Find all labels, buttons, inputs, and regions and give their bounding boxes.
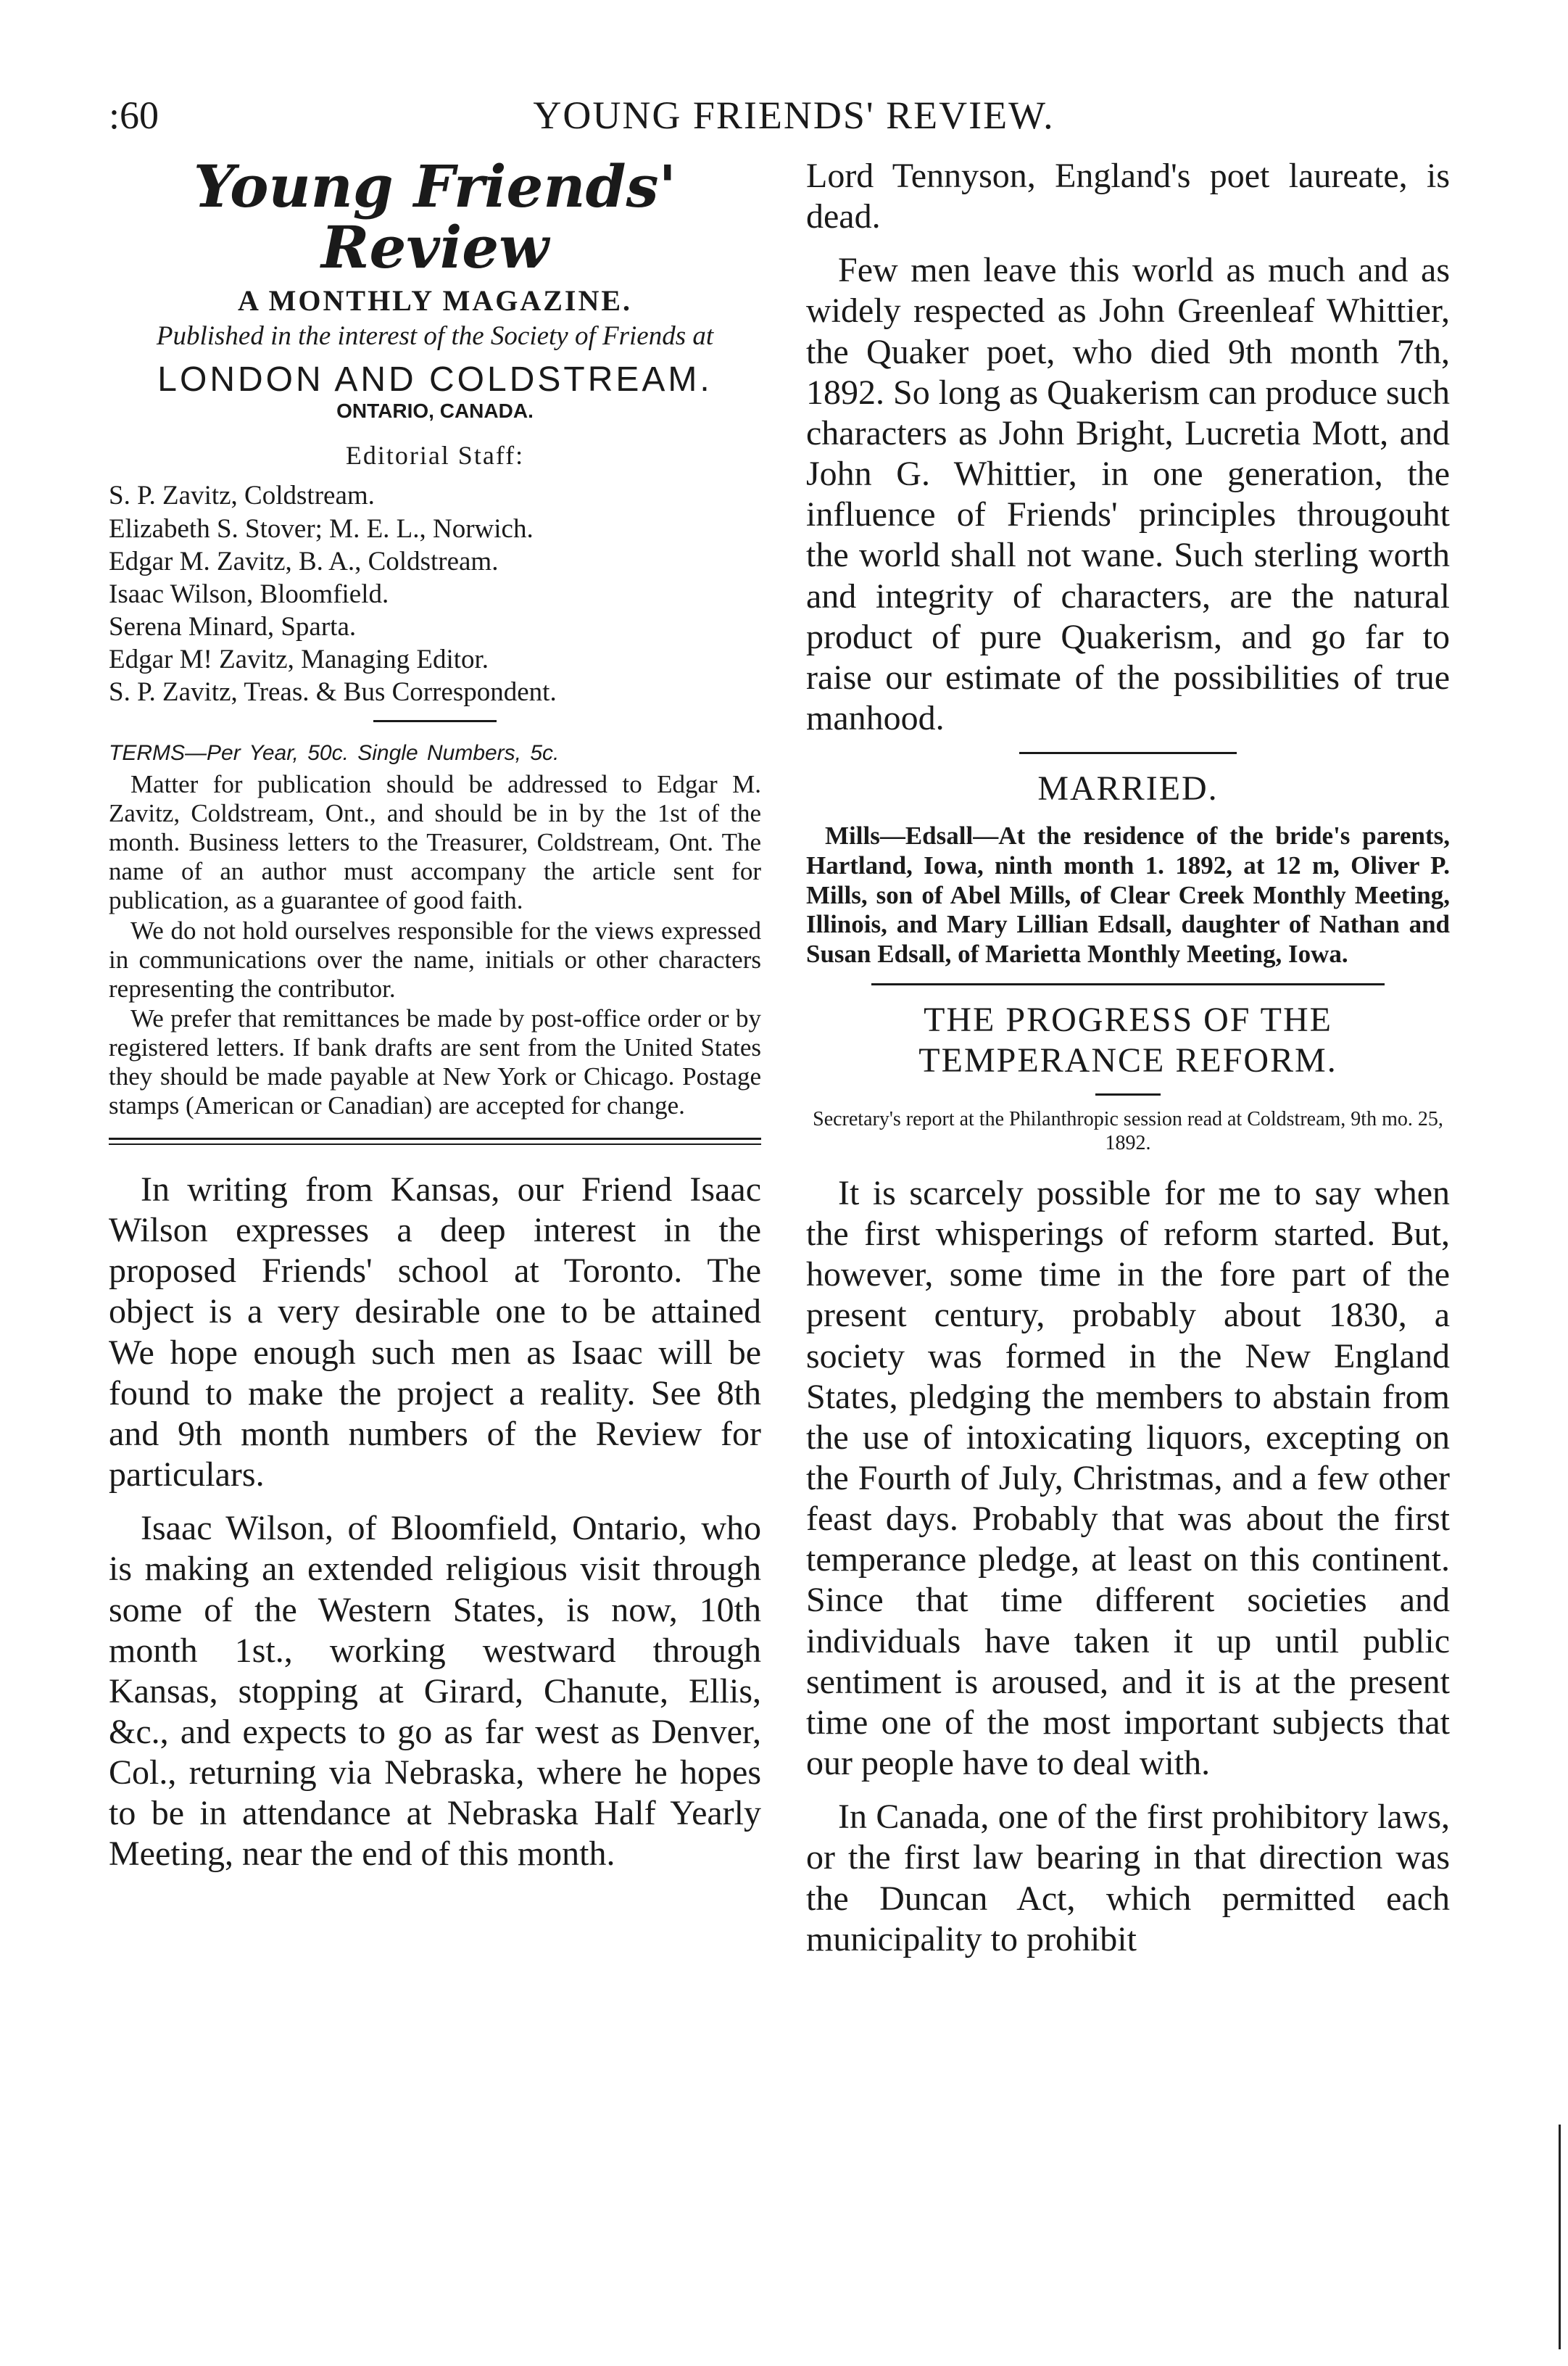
divider bbox=[1095, 1093, 1161, 1096]
masthead-published: Published in the interest of the Society of Friends at bbox=[156, 321, 714, 351]
staff-heading: Editorial Staff: bbox=[345, 441, 525, 471]
body-paragraph: It is scarcely possible for me to say when the first whisperings of reform started. But, however, some time in the fore part of the present century, probably about 1830, a society was formed in the New England States, pledging the members to abstain from the use of intoxicating liquors, excepting on the Fourth of July, Christmas, and a few other feast days. Probably that was about the first temperance pledge, at least on this continent. Since that time different societies and individuals have taken it up until public sentiment is aroused, and it is at the present time one of the most important subjects that our people have to deal with. bbox=[806, 1173, 1450, 1783]
married-heading: MARRIED. bbox=[1037, 769, 1219, 808]
staff-item: S. P. Zavitz, Coldstream. bbox=[109, 481, 375, 511]
running-title: YOUNG FRIENDS' REVIEW. bbox=[533, 94, 1055, 137]
terms-line: TERMS—Per Year, 50c. Single Numbers, 5c. bbox=[109, 741, 560, 766]
body-paragraph: Isaac Wilson, of Bloomfield, Ontario, who is making an extended religious visit through some of the Western States, is now, 10th month 1st., working westward through Kansas, stopping at Girard, Chanute, Ellis, &c., and expects to go as far west as Denver, Col., returning via Nebraska, where he hopes to be in attendance at Nebraska Half Yearly Meeting, near the end of this month. bbox=[109, 1509, 761, 1874]
article-note: Secretary's report at the Philanthropic session read at Coldstream, 9th mo. 25, 1892. bbox=[813, 1107, 1443, 1155]
staff-item: Isaac Wilson, Bloomfield. bbox=[109, 579, 389, 609]
margin-line bbox=[1559, 2125, 1561, 2349]
article-heading: THE PROGRESS OF THE TEMPERANCE REFORM. bbox=[918, 1001, 1337, 1080]
double-divider bbox=[109, 1138, 761, 1145]
staff-list bbox=[109, 479, 761, 708]
staff-item: Edgar M! Zavitz, Managing Editor. bbox=[109, 645, 489, 675]
masthead-title: Young Friends' Review bbox=[193, 152, 677, 281]
married-notice: Mills—Edsall—At the residence of the bride's parents, Hartland, Iowa, ninth month 1. 1892, at 12 m, Oliver P. Mills, son of Abel Mills, of Clear Creek Monthly Meeting, Illinois, and Mary Lillian Edsall, daughter of Nathan and Susan Edsall, of Marietta Monthly Meeting, Iowa. bbox=[806, 822, 1450, 968]
divider bbox=[1019, 752, 1237, 754]
body-paragraph: Few men leave this world as much and as widely respected as John Greenleaf Whittier, the Quaker poet, who died 9th month 7th, 1892. So long as Quakerism can produce such characters as John Bright, Lucretia Mott, and John G. Whittier, in one generation, the influence of Friends' principles througouht the world shall not wane. Such sterling worth and integrity of characters, are the natural product of pure Quakerism, and go far to raise our estimate of the possibilities of true manhood. bbox=[806, 251, 1450, 738]
body-paragraph: In writing from Kansas, our Friend Isaac Wilson expresses a deep interest in the proposed Friends' school at Toronto. The object is a very desirable one to be attained We hope enough such men as Isaac will be found to make the project a reality. See 8th and 9th month numbers of the Review for particulars. bbox=[109, 1170, 761, 1494]
masthead-subtitle: A MONTHLY MAGAZINE. bbox=[237, 284, 633, 317]
notice-paragraph: We prefer that remittances be made by post-office order or by registered letters. If bank drafts are sent from the United States they should be made payable at New York or Chicago. Postage stamps (American or Canadian) are accepted for change. bbox=[109, 1004, 761, 1120]
divider bbox=[373, 720, 497, 722]
staff-item: Edgar M. Zavitz, B. A., Coldstream. bbox=[109, 546, 499, 576]
running-head bbox=[109, 93, 1479, 144]
right-column bbox=[806, 156, 1450, 1973]
notice-paragraph: Matter for publication should be addressed to Edgar M. Zavitz, Coldstream, Ont., and should be in by the 1st of the month. Business letters to the Treasurer, Coldstream, Ont. The name of an author must accompany the article sent for publication, as a guarantee of good faith. bbox=[109, 770, 761, 914]
masthead-country: ONTARIO, CANADA. bbox=[336, 400, 534, 423]
body-paragraph: In Canada, one of the first prohibitory laws, or the first law bearing in that direction was the Duncan Act, which permitted each municipality to prohibit bbox=[806, 1798, 1450, 1958]
left-column bbox=[109, 152, 761, 1888]
staff-item: S. P. Zavitz, Treas. & Bus Correspondent. bbox=[109, 677, 557, 708]
page-number: :60 bbox=[109, 94, 159, 137]
staff-item: Serena Minard, Sparta. bbox=[109, 611, 357, 642]
body-paragraph: Lord Tennyson, England's poet laureate, is dead. bbox=[806, 157, 1450, 236]
masthead-place: LONDON AND COLDSTREAM. bbox=[157, 360, 713, 400]
divider bbox=[871, 983, 1385, 985]
notice-paragraph: We do not hold ourselves responsible for the views expressed in communications over the name, initials or other characters representing the contributor. bbox=[109, 916, 761, 1003]
staff-item: Elizabeth S. Stover; M. E. L., Norwich. bbox=[109, 513, 534, 544]
